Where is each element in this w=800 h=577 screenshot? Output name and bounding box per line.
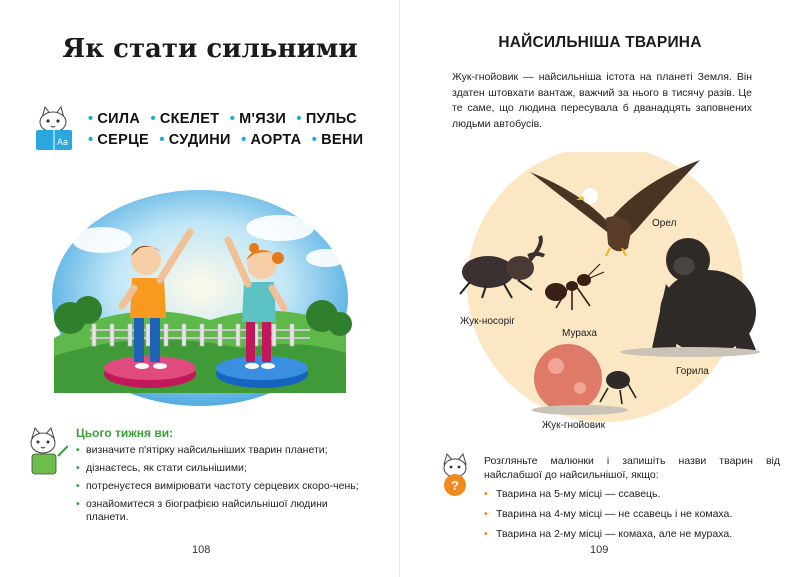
animal-label-rhino-beetle: Жук-носоріг [460,316,516,327]
vocab-word: ВЕНИ [321,132,364,148]
list-item: • визначите п'ятірку найсильніших тварин планети; [76,444,368,457]
intro-paragraph: Жук-гнойовик — найсильніша істота на планеті Земля. Він здатен штовхати вантаж, важчий за нього в тисячу разів. Це те саме, що людина пересувала б дванадцять заповнених людьми автобусів. [452,71,752,130]
week-list [76,444,368,529]
animal-label-dung-beetle: Жук-гнойовик [542,420,605,431]
page-number: 109 [590,544,609,556]
list-item: • Тварина на 2-му місці — комаха, але не мураха. [484,528,784,541]
page-title: НАЙСИЛЬНІША ТВАРИНА [498,34,702,51]
vocab-word: АОРТА [250,132,302,148]
animal-label-gorilla: Горила [676,366,709,377]
right-page [400,0,800,577]
list-item: • Тварина на 5-му місці — ссавець. [484,488,784,501]
list-item: • потренуєтеся вимірювати частоту серцевих скоро-чень; [76,480,368,493]
week-title: Цього тижня ви: [76,426,174,440]
task-list [484,488,784,548]
page-title: Як стати сильними [62,34,358,64]
kids-exercising-illustration [40,188,360,408]
vocab-row-2: • СЕРЦЕ • СУДИНИ • АОРТА • ВЕНИ [88,132,364,148]
task-instruction: Розгляньте малюнки і запишіть назви тварин від найслабшої до найсильнішої, якщо: [484,455,780,481]
strongest-animals-illustration [440,152,770,442]
list-item: • дізнаєтесь, як стати сильнішими; [76,462,368,475]
cat-reading-icon [30,104,78,154]
page-number: 108 [192,544,211,556]
vocab-word: СИЛА [97,111,141,127]
mascot-badge: Aa [57,137,69,147]
list-item: • Тварина на 4-му місці — не ссавець і не комаха. [484,508,784,521]
vocab-word: М'ЯЗИ [239,111,287,127]
animal-label-ant: Мураха [562,328,597,339]
cat-mascot-icon [22,426,68,478]
question-mark: ? [451,478,459,493]
vocab-word: ПУЛЬС [305,111,357,127]
vocab-word: СЕРЦЕ [97,132,149,148]
vocab-word: СУДИНИ [168,132,231,148]
question-cat-icon [436,452,474,498]
animal-label-eagle: Орел [652,218,677,229]
vocab-row-1: • СИЛА • СКЕЛЕТ • М'ЯЗИ • ПУЛЬС [88,111,357,127]
list-item: • ознайомитеся з біографією найсильнішої людини планети. [76,498,368,524]
vocab-word: СКЕЛЕТ [159,111,220,127]
